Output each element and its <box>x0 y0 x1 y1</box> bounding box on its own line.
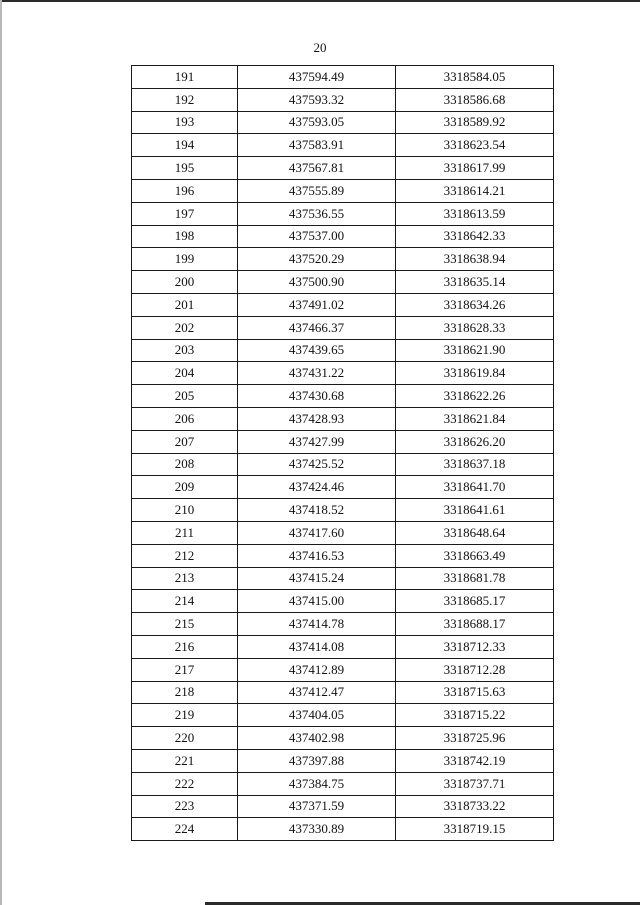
x-coordinate-cell: 437567.81 <box>238 157 396 180</box>
y-coordinate-cell: 3318635.14 <box>396 271 554 294</box>
point-number-cell: 220 <box>132 727 238 750</box>
point-number-cell: 222 <box>132 772 238 795</box>
coordinate-table <box>131 65 554 841</box>
y-coordinate-cell: 3318622.26 <box>396 385 554 408</box>
x-coordinate-cell: 437431.22 <box>238 362 396 385</box>
table-row <box>132 248 554 271</box>
y-coordinate-cell: 3318737.71 <box>396 772 554 795</box>
table-row <box>132 499 554 522</box>
y-coordinate-cell: 3318628.33 <box>396 316 554 339</box>
y-coordinate-cell: 3318626.20 <box>396 430 554 453</box>
point-number-cell: 200 <box>132 271 238 294</box>
table-row <box>132 567 554 590</box>
table-row <box>132 202 554 225</box>
y-coordinate-cell: 3318685.17 <box>396 590 554 613</box>
table-row <box>132 658 554 681</box>
y-coordinate-cell: 3318584.05 <box>396 66 554 89</box>
table-row <box>132 704 554 727</box>
point-number-cell: 198 <box>132 225 238 248</box>
point-number-cell: 203 <box>132 339 238 362</box>
y-coordinate-cell: 3318648.64 <box>396 521 554 544</box>
table-row <box>132 635 554 658</box>
x-coordinate-cell: 437500.90 <box>238 271 396 294</box>
y-coordinate-cell: 3318623.54 <box>396 134 554 157</box>
point-number-cell: 205 <box>132 385 238 408</box>
y-coordinate-cell: 3318621.90 <box>396 339 554 362</box>
point-number-cell: 207 <box>132 430 238 453</box>
coordinate-table-body <box>132 66 554 841</box>
y-coordinate-cell: 3318725.96 <box>396 727 554 750</box>
x-coordinate-cell: 437491.02 <box>238 293 396 316</box>
y-coordinate-cell: 3318641.70 <box>396 476 554 499</box>
table-row <box>132 66 554 89</box>
x-coordinate-cell: 437404.05 <box>238 704 396 727</box>
x-coordinate-cell: 437593.32 <box>238 88 396 111</box>
table-row <box>132 339 554 362</box>
y-coordinate-cell: 3318712.33 <box>396 635 554 658</box>
y-coordinate-cell: 3318712.28 <box>396 658 554 681</box>
table-row <box>132 544 554 567</box>
x-coordinate-cell: 437384.75 <box>238 772 396 795</box>
y-coordinate-cell: 3318719.15 <box>396 818 554 841</box>
point-number-cell: 208 <box>132 453 238 476</box>
x-coordinate-cell: 437555.89 <box>238 179 396 202</box>
table-row <box>132 727 554 750</box>
x-coordinate-cell: 437427.99 <box>238 430 396 453</box>
y-coordinate-cell: 3318715.22 <box>396 704 554 727</box>
x-coordinate-cell: 437583.91 <box>238 134 396 157</box>
table-row <box>132 134 554 157</box>
x-coordinate-cell: 437430.68 <box>238 385 396 408</box>
x-coordinate-cell: 437439.65 <box>238 339 396 362</box>
y-coordinate-cell: 3318663.49 <box>396 544 554 567</box>
table-row <box>132 407 554 430</box>
point-number-cell: 201 <box>132 293 238 316</box>
table-row <box>132 476 554 499</box>
table-row <box>132 271 554 294</box>
point-number-cell: 202 <box>132 316 238 339</box>
y-coordinate-cell: 3318637.18 <box>396 453 554 476</box>
y-coordinate-cell: 3318681.78 <box>396 567 554 590</box>
x-coordinate-cell: 437520.29 <box>238 248 396 271</box>
table-row <box>132 795 554 818</box>
x-coordinate-cell: 437330.89 <box>238 818 396 841</box>
point-number-cell: 212 <box>132 544 238 567</box>
x-coordinate-cell: 437425.52 <box>238 453 396 476</box>
y-coordinate-cell: 3318621.84 <box>396 407 554 430</box>
y-coordinate-cell: 3318619.84 <box>396 362 554 385</box>
table-row <box>132 430 554 453</box>
point-number-cell: 216 <box>132 635 238 658</box>
y-coordinate-cell: 3318638.94 <box>396 248 554 271</box>
y-coordinate-cell: 3318641.61 <box>396 499 554 522</box>
x-coordinate-cell: 437418.52 <box>238 499 396 522</box>
table-row <box>132 362 554 385</box>
scan-edge-top <box>0 0 640 2</box>
x-coordinate-cell: 437417.60 <box>238 521 396 544</box>
table-row <box>132 749 554 772</box>
x-coordinate-cell: 437414.78 <box>238 613 396 636</box>
point-number-cell: 217 <box>132 658 238 681</box>
point-number-cell: 194 <box>132 134 238 157</box>
table-row <box>132 453 554 476</box>
x-coordinate-cell: 437536.55 <box>238 202 396 225</box>
x-coordinate-cell: 437416.53 <box>238 544 396 567</box>
x-coordinate-cell: 437371.59 <box>238 795 396 818</box>
x-coordinate-cell: 437466.37 <box>238 316 396 339</box>
y-coordinate-cell: 3318617.99 <box>396 157 554 180</box>
point-number-cell: 211 <box>132 521 238 544</box>
table-row <box>132 818 554 841</box>
point-number-cell: 214 <box>132 590 238 613</box>
point-number-cell: 210 <box>132 499 238 522</box>
y-coordinate-cell: 3318634.26 <box>396 293 554 316</box>
table-row <box>132 225 554 248</box>
table-row <box>132 521 554 544</box>
y-coordinate-cell: 3318642.33 <box>396 225 554 248</box>
y-coordinate-cell: 3318715.63 <box>396 681 554 704</box>
point-number-cell: 197 <box>132 202 238 225</box>
x-coordinate-cell: 437397.88 <box>238 749 396 772</box>
table-row <box>132 293 554 316</box>
point-number-cell: 199 <box>132 248 238 271</box>
x-coordinate-cell: 437414.08 <box>238 635 396 658</box>
point-number-cell: 215 <box>132 613 238 636</box>
table-row <box>132 385 554 408</box>
table-row <box>132 179 554 202</box>
table-row <box>132 157 554 180</box>
table-row <box>132 681 554 704</box>
table-row <box>132 111 554 134</box>
point-number-cell: 218 <box>132 681 238 704</box>
table-row <box>132 613 554 636</box>
x-coordinate-cell: 437415.00 <box>238 590 396 613</box>
point-number-cell: 204 <box>132 362 238 385</box>
point-number-cell: 224 <box>132 818 238 841</box>
point-number-cell: 206 <box>132 407 238 430</box>
point-number-cell: 219 <box>132 704 238 727</box>
y-coordinate-cell: 3318613.59 <box>396 202 554 225</box>
x-coordinate-cell: 437594.49 <box>238 66 396 89</box>
point-number-cell: 195 <box>132 157 238 180</box>
point-number-cell: 223 <box>132 795 238 818</box>
x-coordinate-cell: 437402.98 <box>238 727 396 750</box>
point-number-cell: 192 <box>132 88 238 111</box>
table-row <box>132 316 554 339</box>
point-number-cell: 221 <box>132 749 238 772</box>
x-coordinate-cell: 437412.47 <box>238 681 396 704</box>
y-coordinate-cell: 3318688.17 <box>396 613 554 636</box>
y-coordinate-cell: 3318586.68 <box>396 88 554 111</box>
point-number-cell: 191 <box>132 66 238 89</box>
page-number: 20 <box>313 40 327 55</box>
y-coordinate-cell: 3318589.92 <box>396 111 554 134</box>
x-coordinate-cell: 437428.93 <box>238 407 396 430</box>
point-number-cell: 209 <box>132 476 238 499</box>
table-row <box>132 772 554 795</box>
x-coordinate-cell: 437415.24 <box>238 567 396 590</box>
point-number-cell: 213 <box>132 567 238 590</box>
y-coordinate-cell: 3318614.21 <box>396 179 554 202</box>
point-number-cell: 193 <box>132 111 238 134</box>
x-coordinate-cell: 437593.05 <box>238 111 396 134</box>
x-coordinate-cell: 437424.46 <box>238 476 396 499</box>
y-coordinate-cell: 3318733.22 <box>396 795 554 818</box>
table-row <box>132 590 554 613</box>
y-coordinate-cell: 3318742.19 <box>396 749 554 772</box>
point-number-cell: 196 <box>132 179 238 202</box>
scan-edge-left <box>0 0 2 905</box>
x-coordinate-cell: 437412.89 <box>238 658 396 681</box>
x-coordinate-cell: 437537.00 <box>238 225 396 248</box>
table-row <box>132 88 554 111</box>
